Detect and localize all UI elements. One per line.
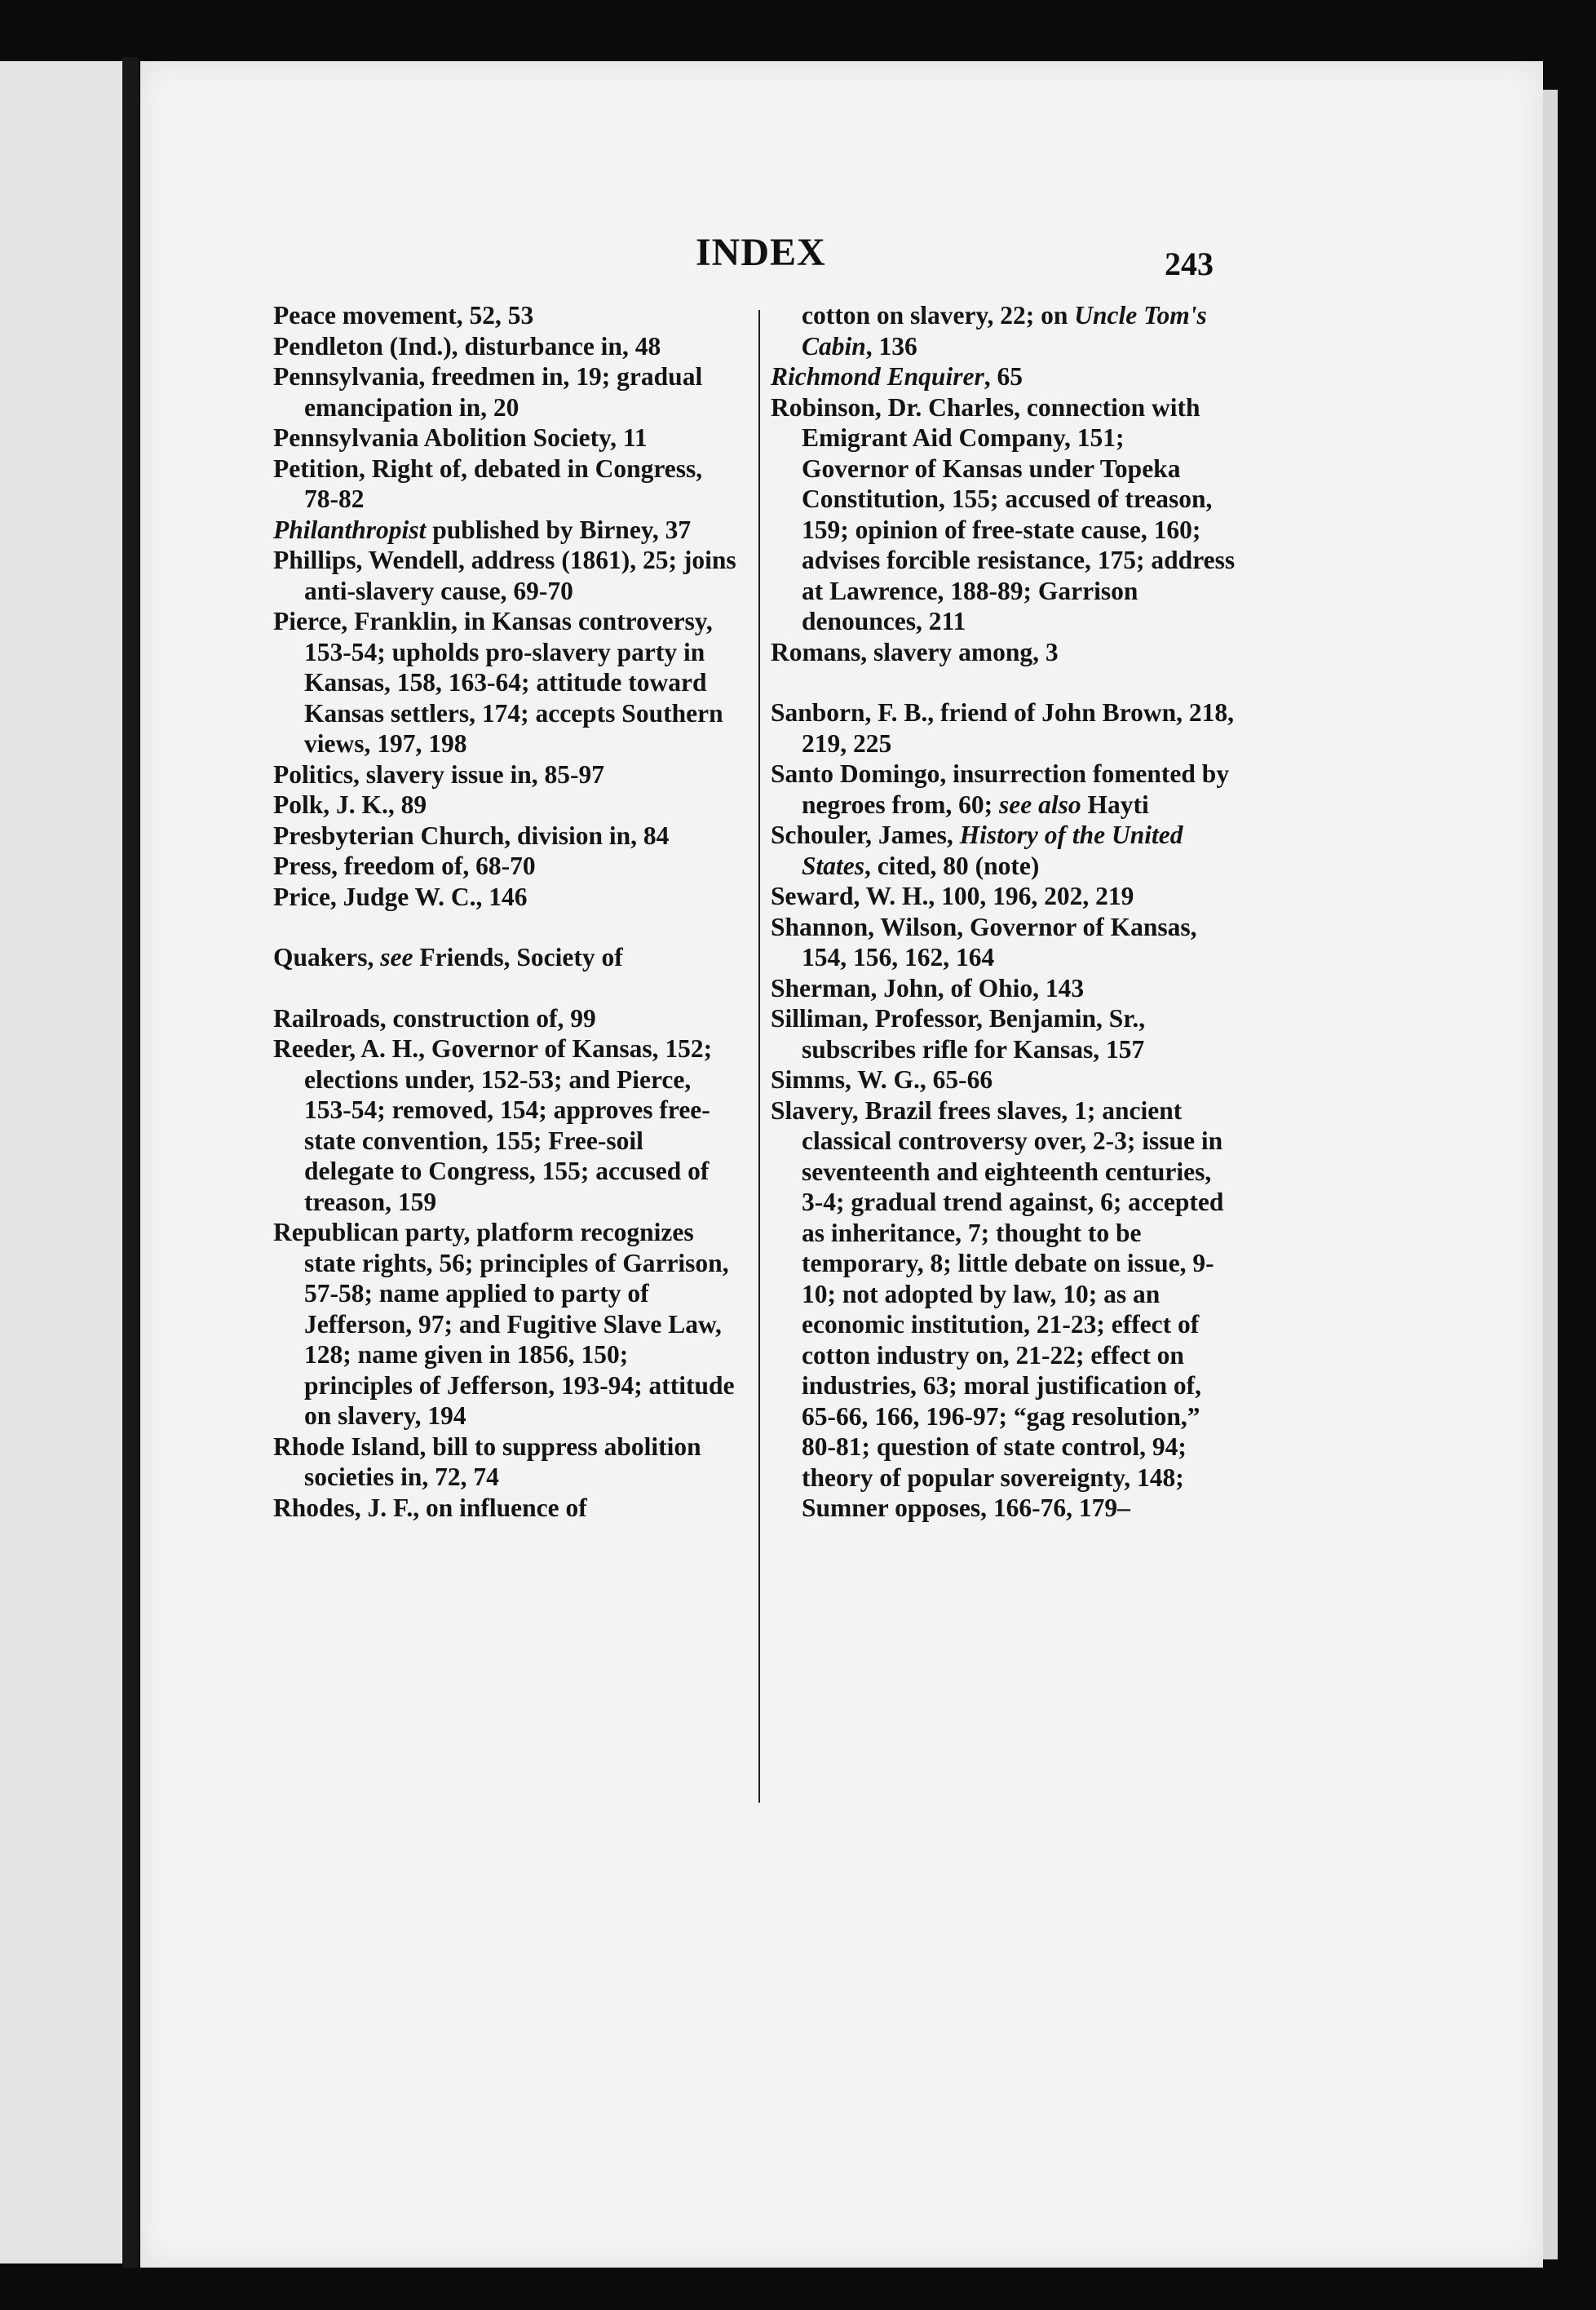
entry-text: Robinson, Dr. Charles, connection with Emigrant Aid Company, 151; Governor of Kansas under Topeka Constitution, 155; accused of treason, 159; opinion of free-state cause, 160; advises forcible resistance, 175; address at Lawrence, 188-89; Garrison denounces, 211 [771, 392, 1236, 635]
entry-text: Seward, W. H., 100, 196, 202, 219 [771, 882, 1134, 910]
index-entry [273, 545, 738, 606]
entry-text: Sherman, John, of Ohio, 143 [771, 973, 1085, 1002]
index-entry [771, 392, 1236, 637]
column-divider [758, 310, 760, 1803]
entry-text: Simms, W. G., 65-66 [771, 1065, 993, 1094]
index-entry [273, 942, 738, 973]
entry-text: Pierce, Franklin, in Kansas controversy, 153-54; upholds pro-slavery party in Kansas, 158, 163-64; attitude toward Kansas settlers, 174; accepts Southern views, 197, 198 [273, 607, 723, 758]
index-column-left [273, 300, 738, 1523]
index-entry [273, 821, 738, 852]
entry-text: Peace movement, 52, 53 [273, 301, 534, 330]
entry-text: Politics, slavery issue in, 85-97 [273, 759, 604, 789]
entry-italic-text: Uncle Tom's Cabin [802, 301, 1207, 361]
index-entry [273, 1003, 738, 1034]
index-entry [771, 637, 1236, 668]
page-edge [1543, 90, 1558, 2259]
index-entry [273, 423, 738, 454]
entry-text: Reeder, A. H., Governor of Kansas, 152; elections under, 152-53; and Pierce, 153-54; removed, 154; approves free-state convention, 155; Free-soil delegate to Congress, 155; accused of treason, 159 [273, 1034, 713, 1216]
entry-italic-text: History of the United States [802, 821, 1183, 880]
entry-text: Phillips, Wendell, address (1861), 25; joins anti-slavery cause, 69-70 [273, 546, 736, 605]
index-entry [771, 912, 1236, 973]
entry-italic-text: see [380, 943, 413, 971]
entry-text: Schouler, James, [771, 821, 960, 849]
page-title: INDEX [696, 231, 826, 274]
entry-text-continued: Hayti [1081, 790, 1149, 819]
index-entry [771, 361, 1236, 392]
index-entry [771, 973, 1236, 1004]
entry-text: Republican party, platform recognizes state rights, 56; principles of Garrison, 57-58; name applied to party of Jefferson, 97; and Fugitive Slave Law, 128; name given in 1856, 150; principles of Jefferson, 193-94; attitude on slavery, 194 [273, 1218, 735, 1430]
page-number: 243 [1165, 246, 1214, 282]
index-entry [273, 1493, 738, 1524]
index-entry [273, 361, 738, 423]
entry-italic-title: Richmond Enquirer [771, 362, 984, 391]
entry-text: Silliman, Professor, Benjamin, Sr., subscribes rifle for Kansas, 157 [771, 1004, 1146, 1064]
index-entry [273, 454, 738, 515]
entry-text-continued: Friends, Society of [413, 943, 623, 971]
entry-text: Press, freedom of, 68-70 [273, 852, 536, 880]
index-entry [771, 820, 1236, 881]
entry-text: Polk, J. K., 89 [273, 790, 427, 819]
index-entry [273, 1033, 738, 1217]
index-entry [802, 300, 1236, 361]
entry-text: Shannon, Wilson, Governor of Kansas, 154, 156, 162, 164 [771, 912, 1197, 971]
index-entry [771, 1003, 1236, 1064]
entry-text: Presbyterian Church, division in, 84 [273, 821, 670, 850]
entry-text: Quakers, [273, 943, 381, 971]
entry-text: Petition, Right of, debated in Congress, 78-82 [273, 454, 703, 513]
index-entry [273, 790, 738, 821]
index-entry [771, 1095, 1236, 1524]
index-entry [273, 851, 738, 882]
index-entry [273, 1432, 738, 1493]
entry-text: , 65 [984, 362, 1023, 391]
index-entry [273, 331, 738, 362]
entry-text: Pennsylvania Abolition Society, 11 [273, 423, 648, 452]
entry-text: Rhodes, J. F., on influence of [273, 1493, 587, 1522]
entry-text-continued: , 136 [865, 331, 917, 361]
entry-text: Sanborn, F. B., friend of John Brown, 218, 219, 225 [771, 698, 1234, 758]
entry-text: Price, Judge W. C., 146 [273, 882, 528, 911]
entry-text: Railroads, construction of, 99 [273, 1003, 596, 1033]
index-entry [771, 759, 1236, 820]
index-entry [771, 881, 1236, 912]
entry-text-continued: , cited, 80 (note) [864, 851, 1040, 880]
entry-italic-title: Philanthropist [273, 515, 427, 544]
index-entry [273, 882, 738, 913]
index-entry [771, 697, 1236, 759]
index-entry [273, 759, 738, 790]
index-entry [273, 1217, 738, 1432]
entry-text: published by Birney, 37 [426, 515, 692, 544]
entry-text: Pendleton (Ind.), disturbance in, 48 [273, 331, 661, 361]
entry-text: Pennsylvania, freedmen in, 19; gradual emancipation in, 20 [273, 362, 703, 422]
index-entry [273, 606, 738, 759]
entry-text: Romans, slavery among, 3 [771, 637, 1059, 666]
index-entry [273, 515, 738, 546]
entry-text: Slavery, Brazil frees slaves, 1; ancient classical controversy over, 2-3; issue in seventeenth and eighteenth centuries, 3-4; gradual trend against, 6; accepted as inheritance, 7; thought to be temporary, 8; little debate on issue, 9-10; not adopted by law, 10; as an economic institution, 21-23; effect of cotton industry on, 21-22; effect on industries, 63; moral justification of, 65-66, 166, 196-97; “gag resolution,” 80-81; question of state control, 94; theory of popular sovereignty, 148; Sumner opposes, 166-76, 179– [771, 1095, 1224, 1522]
facing-page [0, 61, 122, 2264]
book-gutter [122, 57, 139, 2268]
entry-italic-text: see also [999, 790, 1081, 819]
index-entry [273, 300, 738, 331]
entry-text: Santo Domingo, insurrection fomented by negroes from, 60; [771, 759, 1230, 819]
index-entry [771, 1064, 1236, 1095]
index-column-right [771, 300, 1236, 1524]
entry-text: Rhode Island, bill to suppress abolition societies in, 72, 74 [273, 1432, 701, 1491]
entry-text: cotton on slavery, 22; on [802, 301, 1075, 330]
